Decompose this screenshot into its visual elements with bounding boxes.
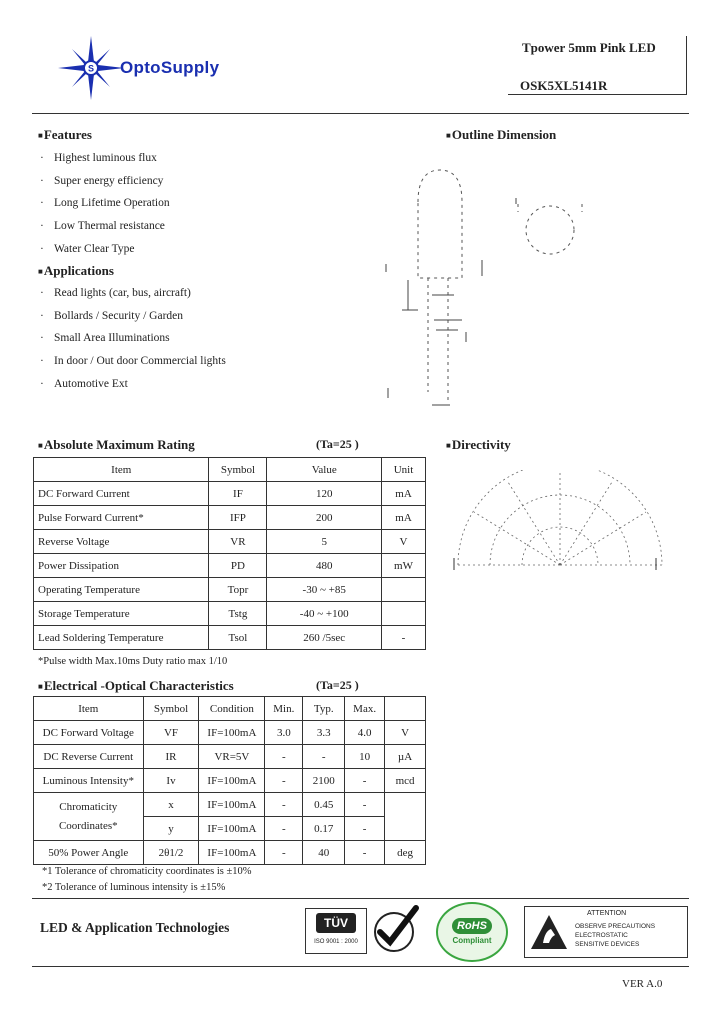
table-row: Lead Soldering Temperature Tsol 260 /5sec - bbox=[34, 626, 426, 650]
bottom-rule bbox=[32, 966, 689, 967]
electro-heading: ■Electrical -Optical Characteristics bbox=[38, 678, 234, 693]
title-underline bbox=[508, 94, 687, 95]
product-title: Tpower 5mm Pink LED bbox=[522, 40, 656, 55]
list-item: · Highest luminous flux bbox=[40, 152, 157, 164]
header-rule bbox=[32, 113, 689, 114]
directivity-polar-chart bbox=[450, 470, 670, 580]
rohs-sub-text: Compliant bbox=[452, 936, 492, 945]
electro-condition: (Ta=25 ) bbox=[316, 678, 359, 692]
rohs-compliant-badge bbox=[436, 902, 508, 962]
list-item: · Water Clear Type bbox=[40, 242, 135, 255]
esd-warning-icon bbox=[529, 913, 569, 951]
tuv-logo-text: TÜV bbox=[316, 913, 356, 933]
applications-list bbox=[38, 282, 226, 395]
table-row: Storage Temperature Tstg -40 ~ +100 bbox=[34, 602, 426, 626]
brand-name: OptoSupply bbox=[120, 58, 220, 77]
attention-title: ATTENTION bbox=[587, 910, 627, 917]
table-header-row bbox=[34, 458, 426, 482]
certified-check-icon bbox=[370, 904, 422, 954]
features-heading: ■Features bbox=[38, 127, 92, 142]
version-label: VER A.0 bbox=[622, 978, 663, 990]
footer-rule bbox=[32, 898, 689, 899]
electro-note-1: *1 Tolerance of chromaticity coordinates is ±10% bbox=[42, 866, 252, 877]
attention-line: SENSITIVE DEVICES bbox=[575, 941, 640, 948]
applications-heading: ■Applications bbox=[38, 263, 114, 278]
attention-line: OBSERVE PRECAUTIONS bbox=[575, 923, 656, 930]
table-row: DC Forward Current IF 120 mA bbox=[34, 482, 426, 506]
list-item: · Automotive Ext bbox=[40, 377, 128, 390]
table-row: 50% Power Angle 2θ1/2 IF=100mA - 40 - deg bbox=[34, 841, 426, 865]
rohs-logo-text: RoHS bbox=[452, 918, 492, 934]
company-name: LED & Application Technologies bbox=[40, 920, 230, 935]
features-list bbox=[38, 147, 170, 260]
table-row: Pulse Forward Current* IFP 200 mA bbox=[34, 506, 426, 530]
abs-max-table bbox=[33, 457, 426, 650]
list-item: · Low Thermal resistance bbox=[40, 220, 165, 233]
outline-heading: ■Outline Dimension bbox=[446, 127, 557, 142]
header-cell: Symbol bbox=[209, 458, 267, 482]
header-cell: Value bbox=[267, 458, 382, 482]
abs-max-condition: (Ta=25 ) bbox=[316, 437, 359, 451]
electro-note-2: *2 Tolerance of luminous intensity is ±15% bbox=[42, 882, 226, 893]
table-row: Luminous Intensity* Iv IF=100mA - 2100 - mcd bbox=[34, 769, 426, 793]
header-cell: Item bbox=[34, 458, 209, 482]
list-item: · In door / Out door Commercial lights bbox=[40, 355, 226, 368]
list-item: · Bollards / Security / Garden bbox=[40, 309, 184, 322]
abs-max-heading: ■Absolute Maximum Rating bbox=[38, 437, 195, 452]
tuv-certification-badge bbox=[305, 908, 367, 954]
svg-text:S: S bbox=[87, 63, 95, 74]
opto-logo-star-icon bbox=[58, 36, 124, 100]
table-row: DC Reverse Current IR VR=5V - - 10 µA bbox=[34, 745, 426, 769]
table-row: y IF=100mA - 0.17 - bbox=[34, 817, 426, 841]
table-row: Chromaticity Coordinates* x IF=100mA - 0.45 - bbox=[34, 793, 426, 817]
tuv-iso-text: ISO 9001 : 2000 bbox=[314, 939, 358, 945]
abs-max-note: *Pulse width Max.10ms Duty ratio max 1/10 bbox=[38, 656, 228, 667]
table-row: Reverse Voltage VR 5 V bbox=[34, 530, 426, 554]
directivity-heading: ■Directivity bbox=[446, 437, 511, 452]
chromaticity-label: Chromaticity Coordinates* bbox=[34, 793, 144, 841]
table-header-row: Item Symbol Condition Min. Typ. Max. bbox=[34, 697, 426, 721]
table-row: DC Forward Voltage VF IF=100mA 3.0 3.3 4.0 V bbox=[34, 721, 426, 745]
esd-attention-label bbox=[524, 906, 688, 958]
part-number: OSK5XL5141R bbox=[520, 78, 608, 93]
table-row: Operating Temperature Topr -30 ~ +85 bbox=[34, 578, 426, 602]
list-item: · Super energy efficiency bbox=[40, 174, 164, 187]
attention-line: ELECTROSTATIC bbox=[575, 932, 628, 939]
list-item: · Long Lifetime Operation bbox=[40, 197, 170, 210]
outline-dimension-drawing bbox=[378, 160, 598, 412]
header-cell: Unit bbox=[382, 458, 426, 482]
list-item: · Read lights (car, bus, aircraft) bbox=[40, 287, 191, 299]
table-row: Power Dissipation PD 480 mW bbox=[34, 554, 426, 578]
list-item: · Small Area Illuminations bbox=[40, 332, 170, 345]
electro-table bbox=[33, 696, 426, 865]
title-divider bbox=[686, 36, 687, 94]
